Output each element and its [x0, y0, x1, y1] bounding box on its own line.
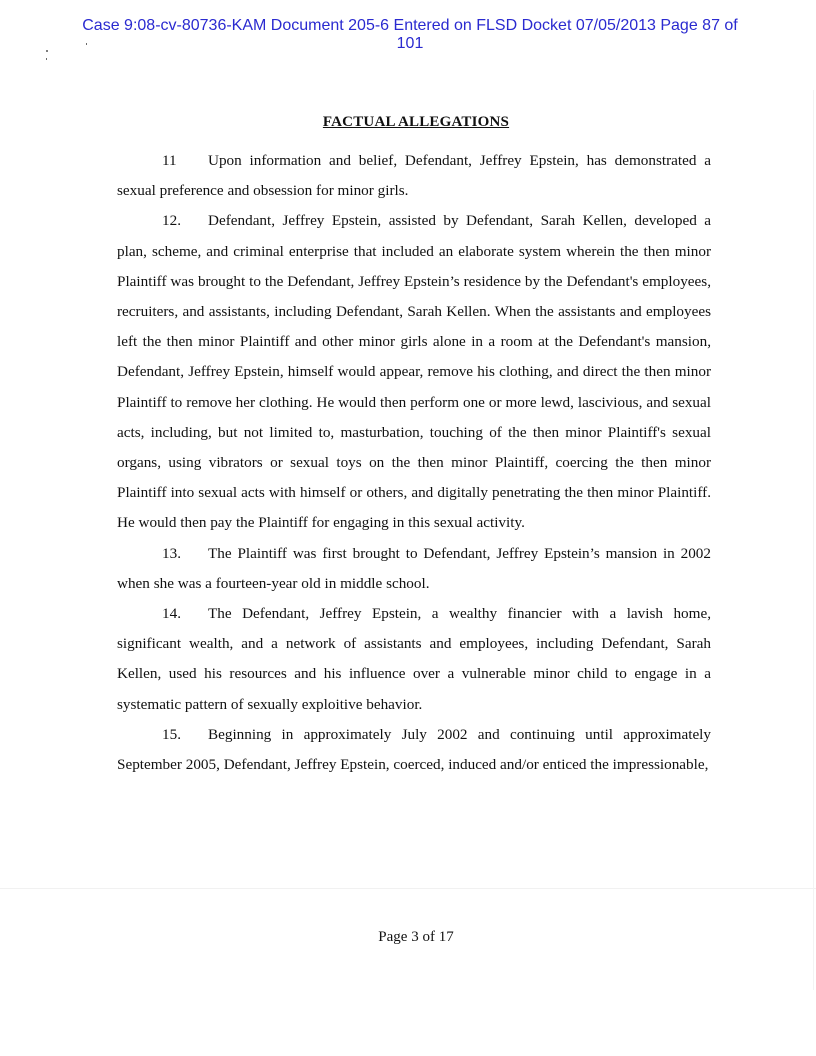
paragraph-number: 14. — [162, 605, 181, 623]
paragraph-13 — [117, 539, 711, 599]
paragraph-text: The Defendant, Jeffrey Epstein, a wealthy financier with a lavish home, significant wealth, and a network of assistants and employees, including Defendant, Sarah Kellen, used his resources and his influence over a vulnerable minor child to engage in a systematic pattern of sexually exploitive behavior. — [117, 605, 711, 713]
paragraph-11 — [117, 146, 711, 206]
paragraph-12 — [117, 206, 711, 538]
paragraph-number: 11 — [162, 152, 177, 169]
paragraph-text: The Plaintiff was first brought to Defendant, Jeffrey Epstein’s mansion in 2002 when she was a fourteen-year old in middle school. — [117, 544, 711, 592]
scan-speck — [46, 50, 48, 52]
paragraph-text: Upon information and belief, Defendant, Jeffrey Epstein, has demonstrated a sexual preference and obsession for minor girls. — [117, 152, 711, 200]
header-line-2: 101 — [396, 35, 424, 52]
paragraph-14 — [117, 599, 711, 720]
scan-edge-line — [813, 90, 814, 990]
paragraph-15 — [117, 720, 711, 780]
header-line-1: Case 9:08-cv-80736-KAM Document 205-6 Entered on FLSD Docket 07/05/2013 Page 87 of — [82, 17, 738, 34]
section-title: FACTUAL ALLEGATIONS — [322, 114, 510, 130]
scan-speck — [46, 58, 47, 60]
page-number: Page 3 of 17 — [378, 929, 454, 945]
scan-speck — [86, 43, 87, 45]
paragraph-number: 15. — [162, 725, 181, 743]
paragraph-text: Beginning in approximately July 2002 and continuing until approximately September 2005, Defendant, Jeffrey Epstein, coerced, induced and/or enticed the impressionable, — [117, 725, 711, 774]
paragraph-number: 12. — [162, 212, 181, 230]
paragraph-number: 13. — [162, 544, 181, 562]
court-filing-header — [60, 17, 760, 53]
paragraph-text: Defendant, Jeffrey Epstein, assisted by Defendant, Sarah Kellen, developed a plan, scheme, and criminal enterprise that included an elaborate system wherein the then minor Plaintiff was brought to the Defendant, Jeffrey Epstein’s residence by the Defendant's employees, recruiters, and assistants, including Defendant, Sarah Kellen. When the assistants and employees left the then minor Plaintiff and other minor girls alone in a room at the Defendant's mansion, Defendant, Jeffrey Epstein, himself would appear, remove his clothing, and direct the then minor Plaintiff to remove her clothing. He would then perform one or more lewd, lascivious, and sexual acts, including, but not limited to, masturbation, touching of the then minor Plaintiff's sexual organs, using vibrators or sexual toys on the then minor Plaintiff, coercing the then minor Plaintiff into sexual acts with himself or others, and digitally penetrating the then minor Plaintiff. He would then pay the Plaintiff for engaging in this sexual activity. — [117, 212, 711, 532]
document-body — [117, 146, 711, 780]
scan-edge-line — [0, 888, 816, 889]
